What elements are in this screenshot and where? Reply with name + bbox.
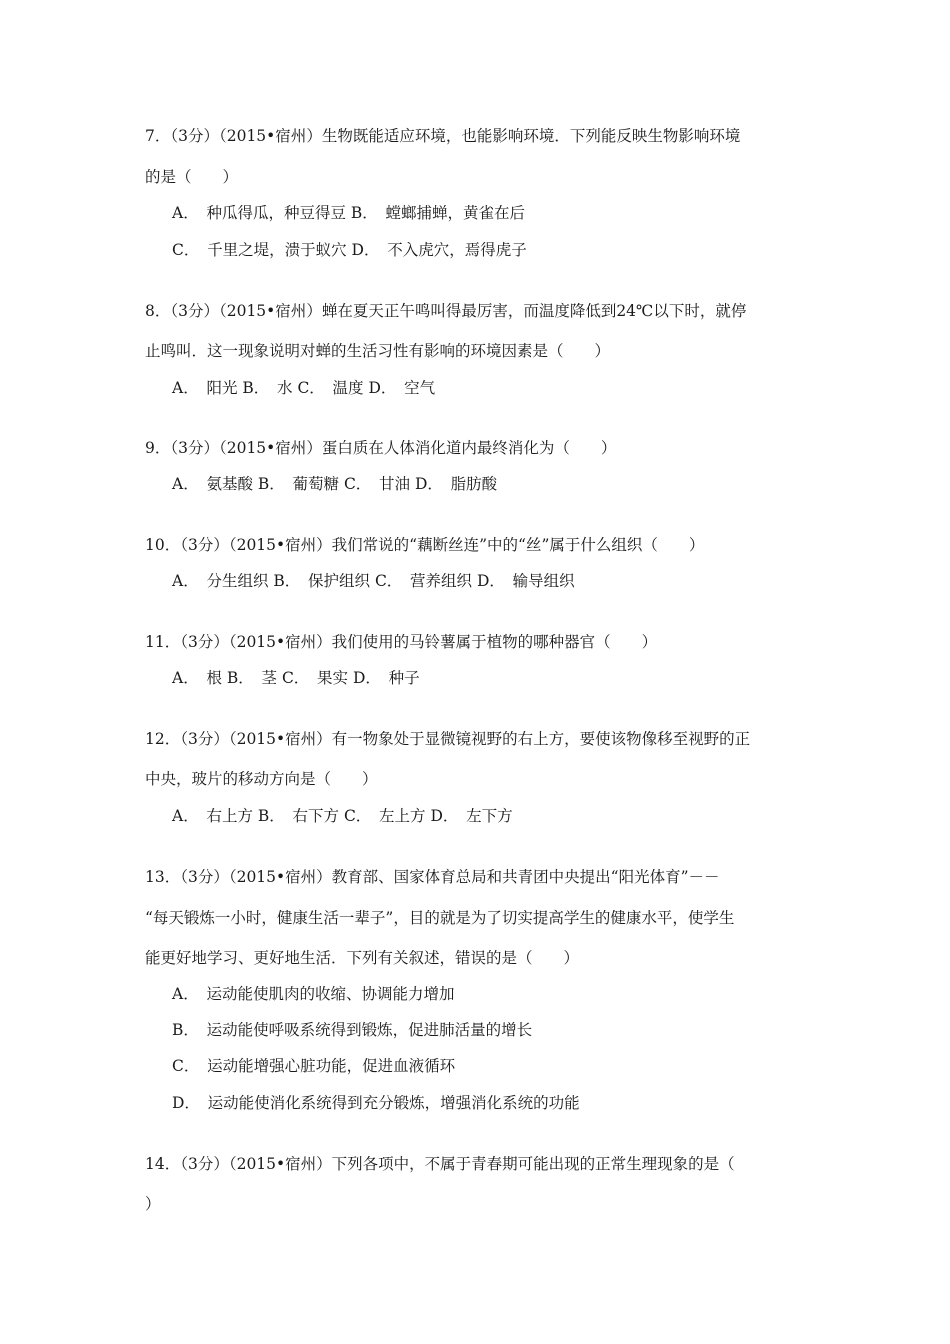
question-13-line-1: 13．（3分）（2015•宿州）教育部、国家体育总局和共青团中央提出“阳光体育”－－ xyxy=(145,868,720,886)
question-7-line-1: 7．（3分）（2015•宿州）生物既能适应环境，也能影响环境．下列能反映生物影响环境 xyxy=(145,127,741,145)
question-14-line-2: ） xyxy=(145,1195,161,1213)
question-7-line-2: 的是（ ） xyxy=(145,168,239,186)
question-8-line-2: 止鸣叫．这一现象说明对蝉的生活习性有影响的环境因素是（ ） xyxy=(145,342,611,360)
question-12-options: A． 右上方 B． 右下方 C． 左上方 D． 左下方 xyxy=(172,807,513,825)
question-13-option-d: D． 运动能使消化系统得到充分锻炼，增强消化系统的功能 xyxy=(172,1094,580,1112)
question-12-line-1: 12．（3分）（2015•宿州）有一物象处于显微镜视野的右上方，要使该物像移至视野的正 xyxy=(145,730,751,748)
question-13-line-2: “每天锻炼一小时，健康生活一辈子”，目的就是为了切实提高学生的健康水平，使学生 xyxy=(145,909,735,927)
question-14-line-1: 14．（3分）（2015•宿州）下列各项中，不属于青春期可能出现的正常生理现象的是（ xyxy=(145,1155,735,1173)
question-9-line-1: 9．（3分）（2015•宿州）蛋白质在人体消化道内最终消化为（ ） xyxy=(145,439,617,457)
question-12-line-2: 中央，玻片的移动方向是（ ） xyxy=(145,770,378,788)
question-7-options-2: C． 千里之堤，溃于蚁穴 D． 不入虎穴，焉得虎子 xyxy=(172,241,527,259)
question-13-line-3: 能更好地学习、更好地生活．下列有关叙述，错误的是（ ） xyxy=(145,949,580,967)
question-13-option-b: B． 运动能使呼吸系统得到锻炼，促进肺活量的增长 xyxy=(172,1021,533,1039)
question-9-options: A． 氨基酸 B． 葡萄糖 C． 甘油 D． 脂肪酸 xyxy=(172,475,498,493)
question-13-option-c: C． 运动能增强心脏功能，促进血液循环 xyxy=(172,1057,456,1075)
question-8-line-1: 8．（3分）（2015•宿州）蝉在夏天正午鸣叫得最厉害，而温度降低到24℃以下时，就停 xyxy=(145,302,747,320)
question-8-options: A． 阳光 B． 水 C． 温度 D． 空气 xyxy=(172,379,436,397)
question-11-line-1: 11．（3分）（2015•宿州）我们使用的马铃薯属于植物的哪种器官（ ） xyxy=(145,633,658,651)
question-7-options-1: A． 种瓜得瓜，种豆得豆 B． 螳螂捕蝉，黄雀在后 xyxy=(172,204,526,222)
question-13-option-a: A． 运动能使肌肉的收缩、协调能力增加 xyxy=(172,985,455,1003)
question-11-options: A． 根 B． 茎 C． 果实 D． 种子 xyxy=(172,669,420,687)
question-10-line-1: 10．（3分）（2015•宿州）我们常说的“藕断丝连”中的“丝”属于什么组织（ ） xyxy=(145,536,705,554)
question-10-options: A． 分生组织 B． 保护组织 C． 营养组织 D． 输导组织 xyxy=(172,572,575,590)
